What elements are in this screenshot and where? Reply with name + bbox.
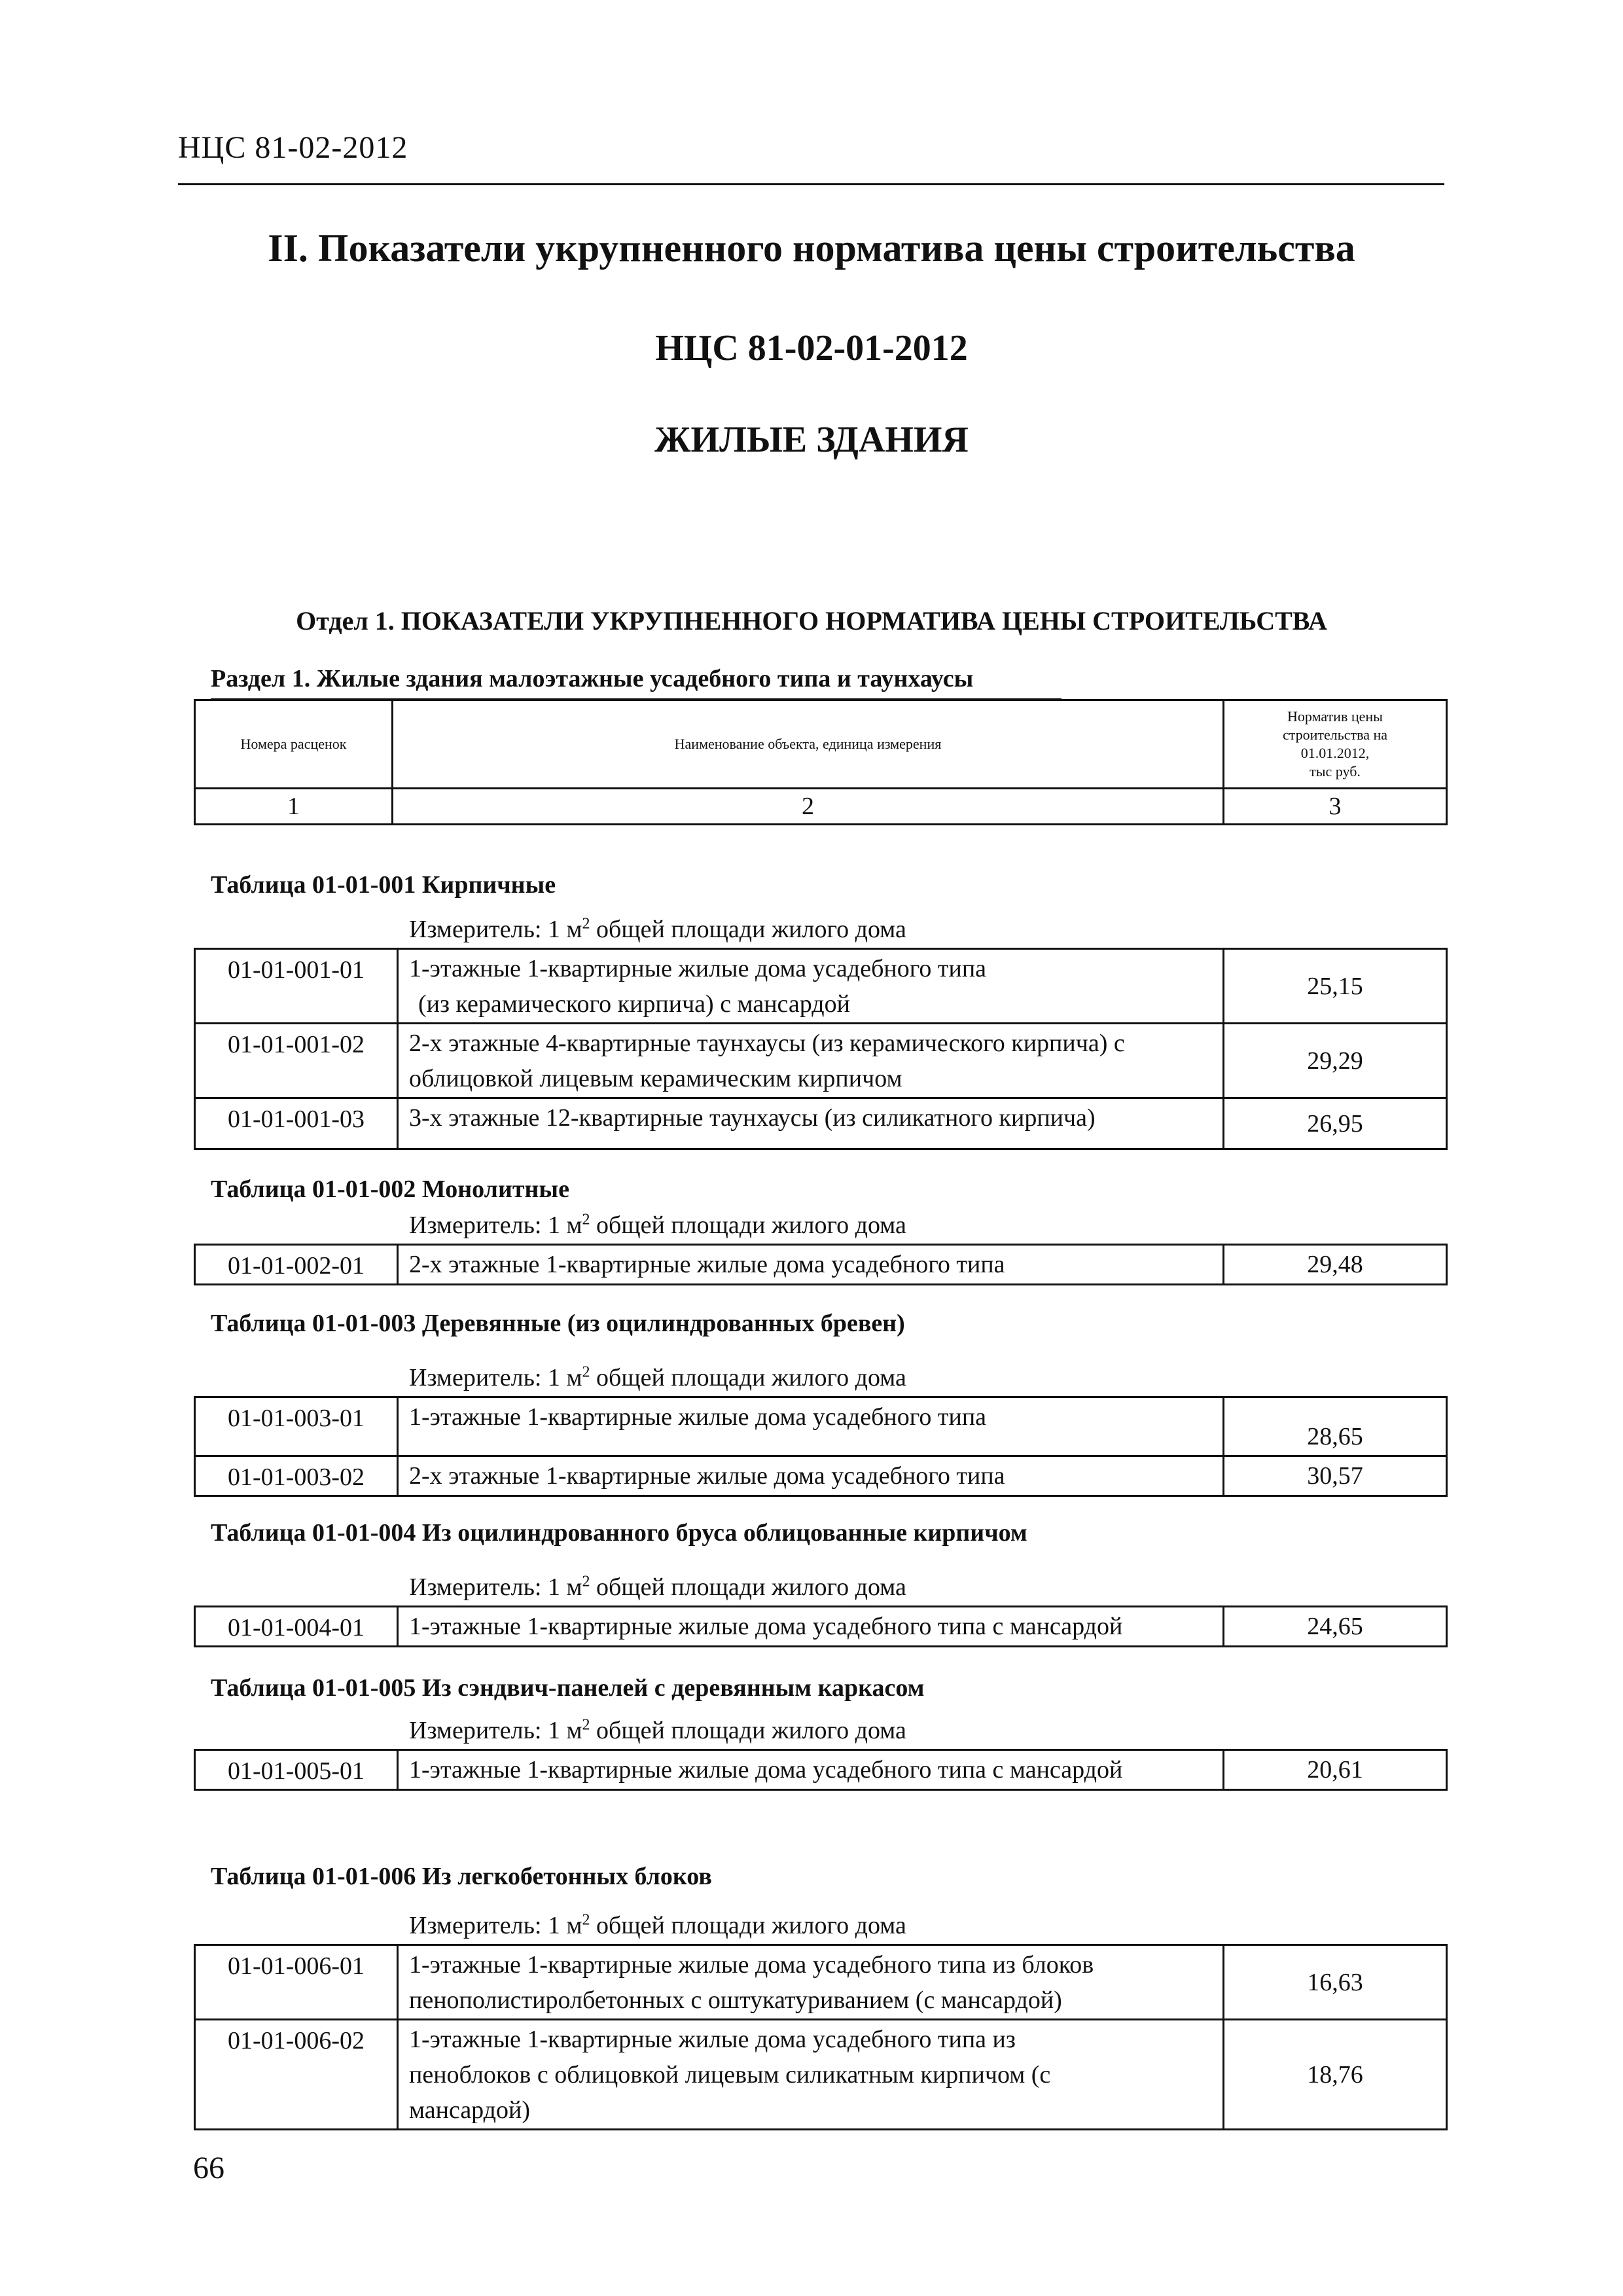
rate-code: 01-01-001-02 bbox=[195, 1024, 398, 1098]
rate-code: 01-01-004-01 bbox=[195, 1607, 398, 1647]
object-name-line: 1-этажные 1-квартирные жилые дома усадебного типа с мансардой bbox=[409, 1613, 1123, 1640]
table-row bbox=[195, 1098, 1447, 1149]
table-row bbox=[195, 1456, 1447, 1496]
header-rule bbox=[178, 183, 1444, 185]
col-header-codes: Номера расценок bbox=[195, 700, 393, 789]
rates-table bbox=[194, 1244, 1448, 1285]
object-name-line: облицовкой лицевым керамическим кирпичом bbox=[409, 1065, 902, 1092]
table-title: Таблица 01-01-002 Монолитные bbox=[211, 1175, 569, 1203]
table-title: Таблица 01-01-003 Деревянные (из оцилиндрованных бревен) bbox=[211, 1310, 905, 1337]
col-number: 2 bbox=[393, 789, 1224, 825]
object-name bbox=[398, 1245, 1224, 1285]
object-name-line: 1-этажные 1-квартирные жилые дома усадебного типа с мансардой bbox=[409, 1756, 1123, 1784]
object-name-line: пенополистиролбетонных с оштукатуриванием (с мансардой) bbox=[409, 1986, 1062, 2014]
unit-label: Измеритель: 1 $м^2$ общей площади жилого дома bbox=[409, 1911, 906, 1939]
rate-code: 01-01-003-01 bbox=[195, 1397, 398, 1456]
price-value: 30,57 bbox=[1224, 1456, 1447, 1496]
object-name bbox=[398, 1397, 1224, 1456]
chapter-title: II. Показатели укрупненного норматива цены строительства bbox=[268, 226, 1355, 270]
price-value: 18,76 bbox=[1224, 2020, 1447, 2130]
column-header-table bbox=[194, 699, 1448, 825]
price-value: 29,48 bbox=[1224, 1245, 1447, 1285]
col-number: 3 bbox=[1224, 789, 1447, 825]
price-value: 24,65 bbox=[1224, 1607, 1447, 1647]
table-title: Таблица 01-01-006 Из легкобетонных блоков bbox=[211, 1863, 712, 1890]
object-name-line: 1-этажные 1-квартирные жилые дома усадебного типа bbox=[409, 955, 987, 982]
page-number: 66 bbox=[193, 2151, 224, 2185]
table-row bbox=[195, 949, 1447, 1024]
table-row bbox=[195, 1945, 1447, 2020]
object-name bbox=[398, 1945, 1224, 2020]
table-title: Таблица 01-01-004 Из оцилиндрованного бруса облицованные кирпичом bbox=[211, 1519, 1027, 1547]
col-number: 1 bbox=[195, 789, 393, 825]
rate-code: 01-01-001-03 bbox=[195, 1098, 398, 1149]
table-row bbox=[195, 2020, 1447, 2130]
rate-code: 01-01-002-01 bbox=[195, 1245, 398, 1285]
rate-code: 01-01-003-02 bbox=[195, 1456, 398, 1496]
unit-label: Измеритель: 1 $м^2$ общей площади жилого дома bbox=[409, 1363, 906, 1391]
rates-table bbox=[194, 1749, 1448, 1791]
table-row bbox=[195, 1397, 1447, 1456]
object-name bbox=[398, 1750, 1224, 1790]
section-heading: Раздел 1. Жилые здания малоэтажные усадебного типа и таунхаусы bbox=[211, 665, 974, 692]
object-name-line: (из керамического кирпича) с мансардой bbox=[418, 990, 850, 1018]
unit-label: Измеритель: 1 $м^2$ общей площади жилого дома bbox=[409, 1211, 906, 1239]
col-header-price-line: 01.01.2012, bbox=[1300, 745, 1370, 761]
object-name-line: пеноблоков с облицовкой лицевым силикатным кирпичом (с bbox=[409, 2061, 1051, 2089]
col-header-name: Наименование объекта, единица измерения bbox=[393, 700, 1224, 789]
rates-table bbox=[194, 1396, 1448, 1497]
table-row bbox=[195, 1607, 1447, 1647]
col-header-price bbox=[1224, 700, 1447, 789]
col-header-price-line: строительства на bbox=[1282, 726, 1388, 743]
object-name-line: 1-этажные 1-квартирные жилые дома усадебного типа из блоков bbox=[409, 1951, 1094, 1979]
rate-code: 01-01-006-02 bbox=[195, 2020, 398, 2130]
table-row bbox=[195, 1245, 1447, 1285]
object-name bbox=[398, 1024, 1224, 1098]
price-value: 20,61 bbox=[1224, 1750, 1447, 1790]
object-name-line: 1-этажные 1-квартирные жилые дома усадебного типа из bbox=[409, 2026, 1016, 2053]
col-header-price-line: Норматив цены bbox=[1287, 708, 1383, 725]
object-name bbox=[398, 1607, 1224, 1647]
table-title: Таблица 01-01-001 Кирпичные bbox=[211, 871, 556, 899]
table-row bbox=[195, 1750, 1447, 1790]
rates-table bbox=[194, 1605, 1448, 1647]
norm-code-title: НЦС 81-02-01-2012 bbox=[655, 328, 968, 368]
department-heading: Отдел 1. ПОКАЗАТЕЛИ УКРУПНЕННОГО НОРМАТИВА ЦЕНЫ СТРОИТЕЛЬСТВА bbox=[296, 606, 1327, 636]
price-value: 28,65 bbox=[1224, 1397, 1447, 1456]
price-value: 16,63 bbox=[1224, 1945, 1447, 2020]
unit-label: Измеритель: 1 $м^2$ общей площади жилого дома bbox=[409, 915, 906, 943]
rates-table bbox=[194, 1944, 1448, 2130]
object-name-line: 1-этажные 1-квартирные жилые дома усадебного типа bbox=[409, 1403, 987, 1431]
object-name-line: 2-х этажные 4-квартирные таунхаусы (из керамического кирпича) с bbox=[409, 1030, 1125, 1057]
price-value: 29,29 bbox=[1224, 1024, 1447, 1098]
object-name bbox=[398, 949, 1224, 1024]
rates-table bbox=[194, 948, 1448, 1150]
object-name-line: мансардой) bbox=[409, 2096, 531, 2124]
table-title: Таблица 01-01-005 Из сэндвич-панелей с деревянным каркасом bbox=[211, 1674, 925, 1702]
rate-code: 01-01-001-01 bbox=[195, 949, 398, 1024]
rate-code: 01-01-005-01 bbox=[195, 1750, 398, 1790]
table-row bbox=[195, 1024, 1447, 1098]
object-name bbox=[398, 2020, 1224, 2130]
document-code-header: НЦС 81-02-2012 bbox=[178, 130, 408, 165]
object-name-line: 2-х этажные 1-квартирные жилые дома усадебного типа bbox=[409, 1462, 1005, 1490]
object-name-line: 2-х этажные 1-квартирные жилые дома усадебного типа bbox=[409, 1251, 1005, 1278]
col-header-price-line: тыс руб. bbox=[1310, 763, 1361, 780]
norm-name-title: ЖИЛЫЕ ЗДАНИЯ bbox=[654, 420, 969, 460]
object-name bbox=[398, 1456, 1224, 1496]
object-name bbox=[398, 1098, 1224, 1149]
price-value: 25,15 bbox=[1224, 949, 1447, 1024]
rate-code: 01-01-006-01 bbox=[195, 1945, 398, 2020]
object-name-line: 3-х этажные 12-квартирные таунхаусы (из силикатного кирпича) bbox=[409, 1104, 1096, 1132]
unit-label: Измеритель: 1 $м^2$ общей площади жилого дома bbox=[409, 1716, 906, 1744]
price-value: 26,95 bbox=[1224, 1098, 1447, 1149]
unit-label: Измеритель: 1 $м^2$ общей площади жилого дома bbox=[409, 1573, 906, 1601]
